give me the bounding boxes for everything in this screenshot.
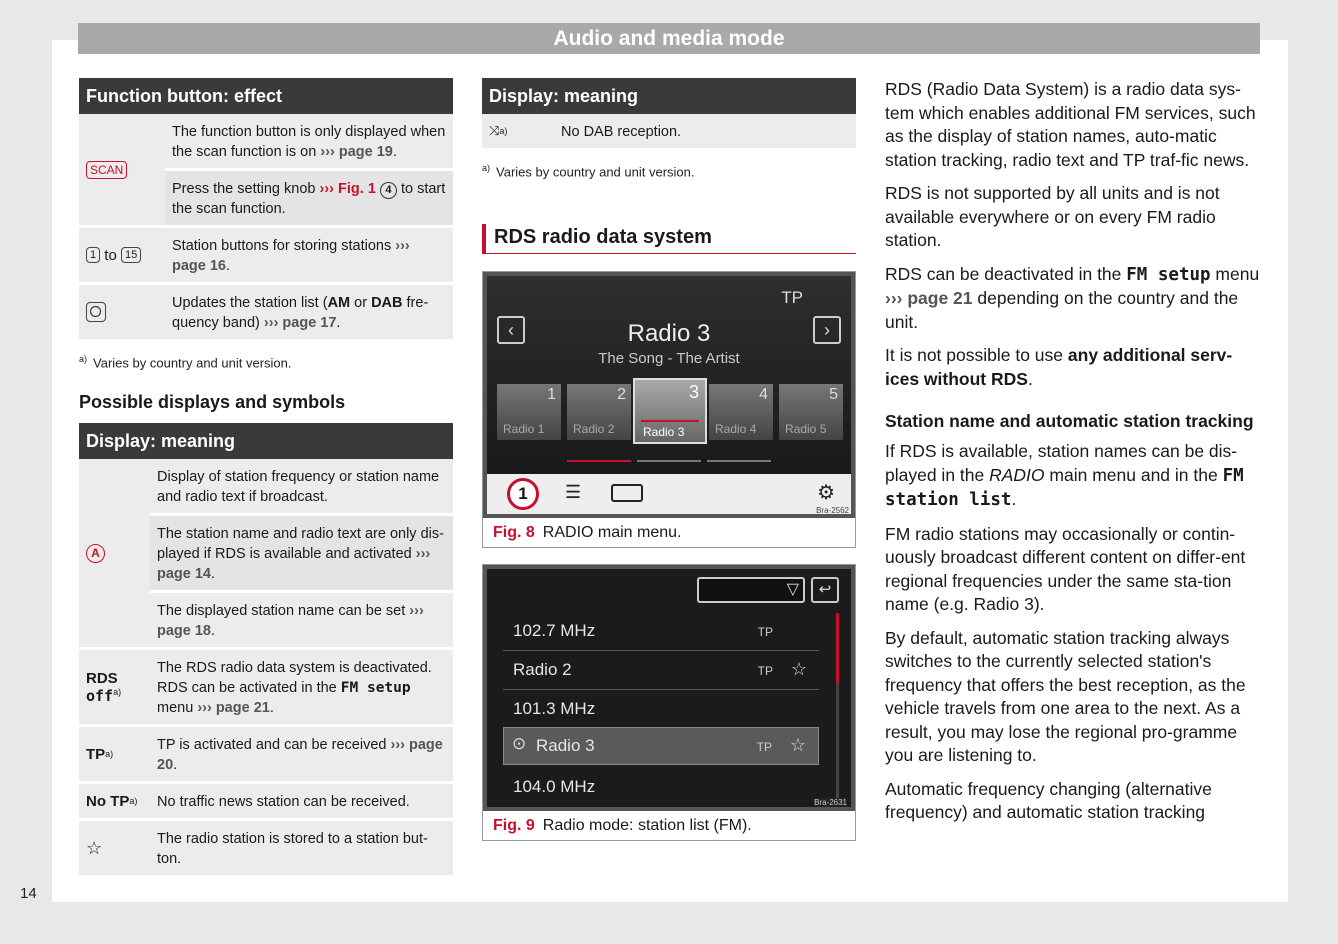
preset-1[interactable]: 1 Radio 1 [497,384,561,440]
scan-text-1: The function button is only displayed when the scan function is on ››› page 19. [165,114,453,168]
figure-code: Bra-2631 [814,798,847,808]
table-row-rds-off: RDS off$^{a)}$ The RDS radio data system is deactivated. RDS can be activated in the FM setup menu ››› page 21. [79,650,453,727]
next-arrow-icon[interactable]: › [813,316,841,344]
preset-4[interactable]: 4 Radio 4 [709,384,773,440]
scan-text-2: Press the setting knob ››› Fig. 1 4 to start the scan function. [165,168,453,225]
paragraph: FM radio stations may occasionally or contin-uously broadcast different content on differ-ent regional frequencies under the same sta-tion name (e.g. Radio 3). [885,523,1246,614]
no-tp-label: No TP [86,792,130,810]
column-left [79,78,453,878]
page-ref[interactable]: ››› page 19 [320,144,393,160]
figure-code: Bra-2562 [816,506,849,516]
chevron-down-icon: ▽ [786,581,799,599]
page-ref[interactable]: ››› page 16 [172,238,410,274]
display-table-heading: Display: meaning [79,423,453,459]
list-item[interactable]: 102.7 MHz TP [503,613,819,651]
back-icon[interactable]: ↩ [811,577,839,603]
footnote: $^{a)}$ Varies by country and unit version. [482,163,695,180]
column-middle [482,78,856,841]
section-heading-displays: Possible displays and symbols [79,392,346,413]
callout-1-icon: 1 [507,478,539,510]
fig-ref[interactable]: ››› Fig. 1 [319,181,376,197]
page-ref[interactable]: ››› page 21 [885,288,973,308]
rds-label: RDS [86,669,118,687]
table-row-no-dab: ⤨ a) No DAB reception. [482,114,856,151]
page-ref[interactable]: ››› page 17 [263,315,337,331]
list-item-selected[interactable]: ⊙ Radio 3 TP ☆ [503,727,819,765]
display-table-heading-2: Display: meaning [482,78,856,114]
paragraph: If RDS is available, station names can be dis-played in the RADIO main menu and in the FM station list. [885,441,1244,510]
subheading-station-tracking: Station name and automatic station tracking [885,411,1254,431]
song-info: The Song - The Artist [598,350,740,368]
list-item[interactable]: 101.3 MHz [513,699,596,719]
paragraph: By default, automatic station tracking always switches to the currently selected station's frequency that offers the best reception, as the vehicle travels from one area to the next. As a result, you may lose the regional pro-gramme you are listening to. [885,627,1246,765]
tp-label: TP [86,745,106,763]
prev-arrow-icon[interactable]: ‹ [497,316,525,344]
paragraph: RDS can be deactivated in the FM setup menu ››› page 21 depending on the country and the unit. [885,263,1260,332]
scrollbar[interactable] [836,613,839,807]
preset-5[interactable]: 5 Radio 5 [779,384,843,440]
page-ref[interactable]: ››› page 21 [197,700,270,717]
star-icon: ☆ [86,837,103,858]
play-icon: ⊙ [512,734,527,754]
table-row-a: A Display of station frequency or station name and radio text if broadcast. The station name and radio text are only dis-played if RDS is available and activated ››› page 14. The displayed station name can be set ››› page 18. [79,459,453,650]
no-dab-antenna-icon: ⤨ [489,123,500,138]
preset-2[interactable]: 2 Radio 2 [567,384,631,440]
dropdown-field[interactable] [697,577,805,603]
bottom-toolbar [487,474,851,514]
page-header: Audio and media mode [78,23,1260,54]
station-list-screen [483,565,855,811]
page-ref[interactable]: ››› page 20 [157,737,443,774]
section-title-rds: RDS radio data system [482,224,856,254]
table-row-scan [79,114,453,228]
preset-3[interactable]: 3 Radio 3 [633,378,707,444]
paragraph: It is not possible to use any additional serv-ices without RDS. [885,345,1233,389]
figure-9-caption: Fig. 9 Radio mode: station list (FM). [483,811,855,840]
footnote: $^{a)}$ Varies by country and unit version. [79,354,292,371]
paragraph: RDS is not supported by all units and is not available everywhere or on every FM radio station. [885,183,1220,250]
radio-main-menu-screen [483,272,855,518]
knob-number-icon: 4 [380,182,397,199]
paragraph: Automatic frequency changing (alternative frequency) and automatic station tracking [885,778,1212,822]
figure-8 [482,271,856,548]
paragraph: RDS (Radio Data System) is a radio data sys-tem which enables additional FM services, such as the display of station names, auto-matic station tracking, radio text and TP traf-fic news. [885,79,1256,170]
refresh-icon [86,302,106,322]
page-number: 14 [20,885,37,902]
a-callout-icon: A [86,544,105,563]
page-indicator [567,460,631,462]
table-row-no-tp: No TP a) No traffic news station can be received. [79,784,453,821]
table-row-tp: TP a) TP is activated and can be received ››› page 20. [79,727,453,784]
table-row-station-buttons: 1 to 15 Station buttons for storing stations ››› page 16. [79,228,453,285]
star-icon[interactable]: ☆ [789,735,806,756]
settings-icon[interactable]: ⚙ [817,482,835,505]
list-item[interactable]: Radio 2 TP ☆ [503,652,819,690]
list-item[interactable]: 104.0 MHz [513,777,596,797]
frequency-band-icon[interactable] [611,484,643,502]
station-button-1-icon: 1 [86,247,100,263]
page-ref[interactable]: ››› page 18 [157,603,424,640]
tp-indicator: TP [781,288,803,308]
function-table-heading: Function button: effect [79,78,453,114]
star-icon[interactable]: ☆ [790,659,807,680]
station-button-15-icon: 15 [121,247,141,263]
scan-button-icon: SCAN [86,161,127,179]
figure-9 [482,564,856,841]
station-name: Radio 3 [627,320,711,348]
page-ref[interactable]: ››› page 14 [157,546,431,583]
table-row-update: Updates the station list (AM or DAB fre-quency band) ››› page 17. [79,285,453,342]
column-right [885,78,1265,835]
list-icon[interactable]: ☰ [565,482,582,503]
figure-8-caption: Fig. 8 RADIO main menu. [483,518,855,547]
table-row-star: ☆ The radio station is stored to a station but-ton. [79,821,453,878]
